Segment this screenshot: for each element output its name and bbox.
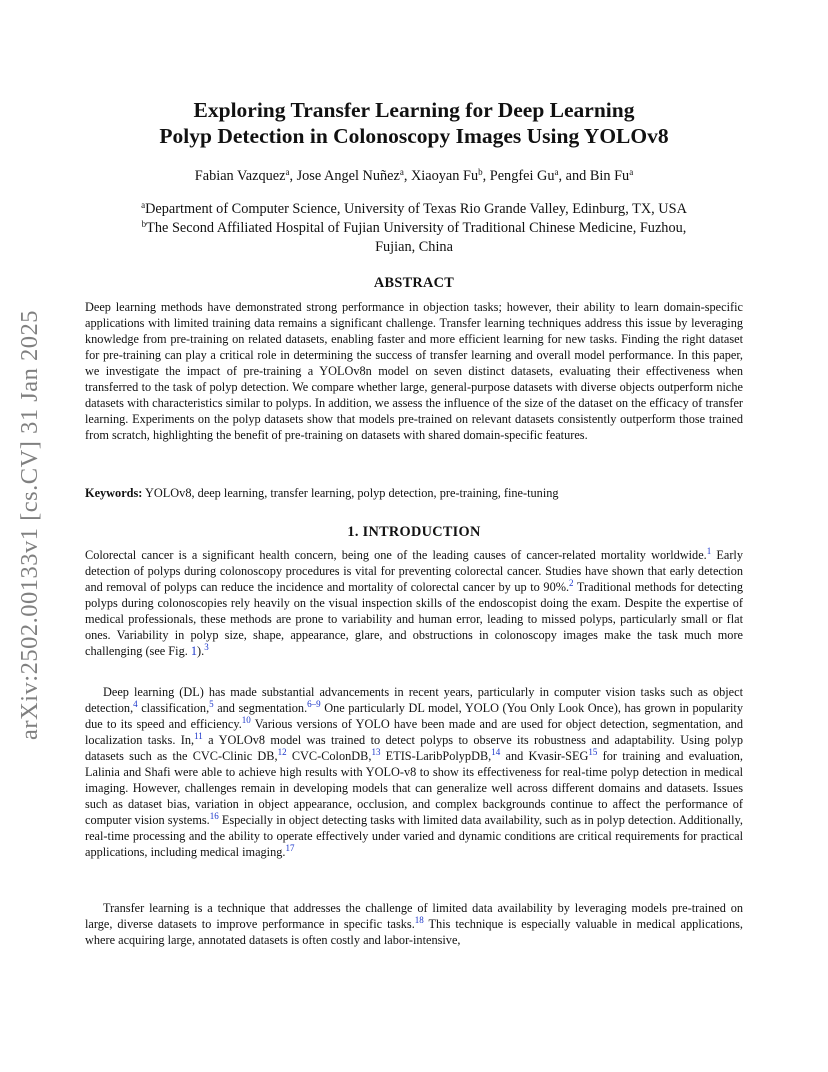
affiliation-text: The Second Affiliated Hospital of Fujian University of Traditional Chinese Medicine, Fuzhou,: [146, 220, 687, 236]
citation-reference: 1: [706, 546, 712, 556]
keywords-label: Keywords:: [85, 486, 143, 500]
title-line: Exploring Transfer Learning for Deep Learning: [193, 98, 635, 122]
paper-title: [84, 97, 744, 149]
author-name: Bin Fu: [589, 168, 630, 184]
paragraph-text: classification,: [137, 701, 210, 715]
paragraph-text: Various versions of YOLO have been made and are used for object detection, segmentation, and localization tasks. In,: [85, 717, 743, 747]
citation-reference: 2: [569, 578, 574, 588]
citation-reference: 11: [194, 731, 203, 741]
citation-reference: 17: [285, 843, 295, 853]
intro-paragraph: [85, 900, 743, 948]
affiliation-marker: a: [554, 167, 559, 177]
affiliation-line: [84, 200, 744, 219]
paragraph-text: One particularly DL model, YOLO (You Only Look Once), has grown in popularity due to its speed and efficiency.: [85, 701, 743, 731]
author-separator: , and: [558, 168, 590, 184]
intro-paragraph: [85, 684, 743, 860]
author-separator: ,: [289, 168, 297, 184]
paragraph-text: Deep learning (DL) has made substantial advancements in recent years, particularly in computer vision tasks such as object detection,: [85, 685, 743, 715]
paragraph-text: for training and evaluation, Lalinia and Shafi were able to achieve high results with YOLO-v8 to show its effectiveness for real-time polyp detection in medical imaging. However, challenges remain in developing models that can generalize well across different domains and datasets. Issues such as dataset bias, variation in object appearance, occlusion, and complex backgrounds continue to affect the performance of computer vision systems.: [85, 749, 743, 827]
keywords-line: [85, 486, 743, 501]
author-name: Xiaoyan Fu: [410, 168, 479, 184]
arxiv-identifier-stamp: arXiv:2502.00133v1 [cs.CV] 31 Jan 2025: [16, 309, 43, 741]
affiliation-line: [84, 219, 744, 238]
paragraph-text: This technique is especially valuable in medical applications, where acquiring large, annotated datasets is often costly and labor-intensive,: [85, 917, 743, 947]
author-separator: ,: [482, 168, 490, 184]
intro-paragraph: [85, 547, 743, 659]
paragraph-text: ETIS-LaribPolypDB,: [380, 749, 492, 763]
keywords-text: YOLOv8, deep learning, transfer learning, polyp detection, pre-training, fine-tuning: [145, 486, 559, 500]
paragraph-text: Colorectal cancer is a significant health concern, being one of the leading causes of cancer-related mortality worldwide.: [85, 548, 707, 562]
citation-reference: 14: [491, 747, 501, 757]
citation-reference: 15: [588, 747, 598, 757]
abstract-text: Deep learning methods have demonstrated strong performance in objection tasks; however, their ability to learn domain-specific applications with limited training data remains a significant challenge. Transfer learning techniques address this issue by leveraging knowledge from pre-training on related datasets, enabling faster and more efficient learning for new tasks. Finding the right dataset for pre-training can play a critical role in determining the success of transfer learning and overall model performance. In this paper, we investigate the impact of pre-training a YOLOv8n model on seven distinct datasets, evaluating their effectiveness when transferred to the task of polyp detection. We compare whether large, general-purpose datasets with diverse objects outperform niche datasets with characteristics similar to polyps. In addition, we assess the influence of the size of the dataset on the efficacy of transfer learning. Experiments on the polyp datasets show that models pre-trained on relevant datasets consistently outperform those trained from scratch, highlighting the benefit of pre-training on datasets with shared domain-specific features.: [85, 300, 743, 442]
affiliation-list: [84, 200, 744, 257]
affiliation-text: Fujian, China: [375, 239, 453, 255]
figure-reference: 1: [190, 644, 198, 658]
paragraph-text: a YOLOv8 model was trained to detect polyps to observe its robustness and adaptability. Using polyp datasets such as the CVC-Clinic DB,: [85, 733, 743, 763]
author-list: [84, 168, 744, 185]
affiliation-line: [84, 238, 744, 257]
abstract-heading: ABSTRACT: [373, 275, 455, 291]
paragraph-text: CVC-ColonDB,: [286, 749, 372, 763]
introduction-heading: 1. INTRODUCTION: [347, 524, 481, 540]
title-line: Polyp Detection in Colonoscopy Images Using YOLOv8: [159, 124, 669, 148]
citation-reference: 13: [371, 747, 381, 757]
author-name: Jose Angel Nuñez: [296, 168, 400, 184]
paragraph-text: Especially in object detecting tasks with limited data availability, such as in polyp detection. Additionally, real-time processing and the ability to operate effectively under varied and dynamic conditions are critical requirements for practical applications, including medical imaging.: [85, 813, 743, 859]
paragraph-text: Early detection of polyps during colonoscopy procedures is vital for preventing colorectal cancer. Studies have shown that early detection and removal of polyps can reduce the incidence and mortality of colorectal cancer by up to 90%.: [85, 548, 743, 594]
affiliation-marker: b: [141, 219, 147, 229]
author-name: Fabian Vazquez: [194, 168, 286, 184]
author-separator: ,: [403, 168, 411, 184]
citation-reference: 3: [204, 642, 209, 652]
affiliation-marker: b: [478, 167, 483, 177]
paragraph-text: Transfer learning is a technique that addresses the challenge of limited data availability by leveraging models pre-trained on large, diverse datasets to improve performance in specific tasks.: [85, 901, 743, 931]
affiliation-marker: a: [629, 167, 634, 177]
citation-reference: 12: [277, 747, 287, 757]
paragraph-text: Traditional methods for detecting polyps during colonoscopies rely heavily on the visual inspection skills of the endoscopist doing the exam. Despite the expertise of medical professionals, these methods are prone to variability and human error, leading to missed polyps, particularly small or flat ones. Variability in polyp size, shape, appearance, glare, and obstructions in colonoscopy images make the task much more challenging (see Fig.: [85, 580, 743, 658]
citation-reference: 4: [133, 699, 138, 709]
paragraph-text: ).: [197, 644, 205, 658]
paragraph-text: and Kvasir-SEG: [500, 749, 589, 763]
citation-reference: 6–9: [307, 699, 321, 709]
paragraph-text: and segmentation.: [213, 701, 308, 715]
author-name: Pengfei Gu: [489, 168, 555, 184]
affiliation-marker: a: [285, 167, 290, 177]
citation-reference: 16: [209, 811, 219, 821]
affiliation-marker: a: [399, 167, 404, 177]
affiliation-marker: a: [141, 200, 146, 210]
citation-reference: 18: [414, 915, 424, 925]
affiliation-text: Department of Computer Science, University of Texas Rio Grande Valley, Edinburg, TX, USA: [145, 201, 687, 217]
citation-reference: 5: [209, 699, 214, 709]
citation-reference: 10: [241, 715, 251, 725]
